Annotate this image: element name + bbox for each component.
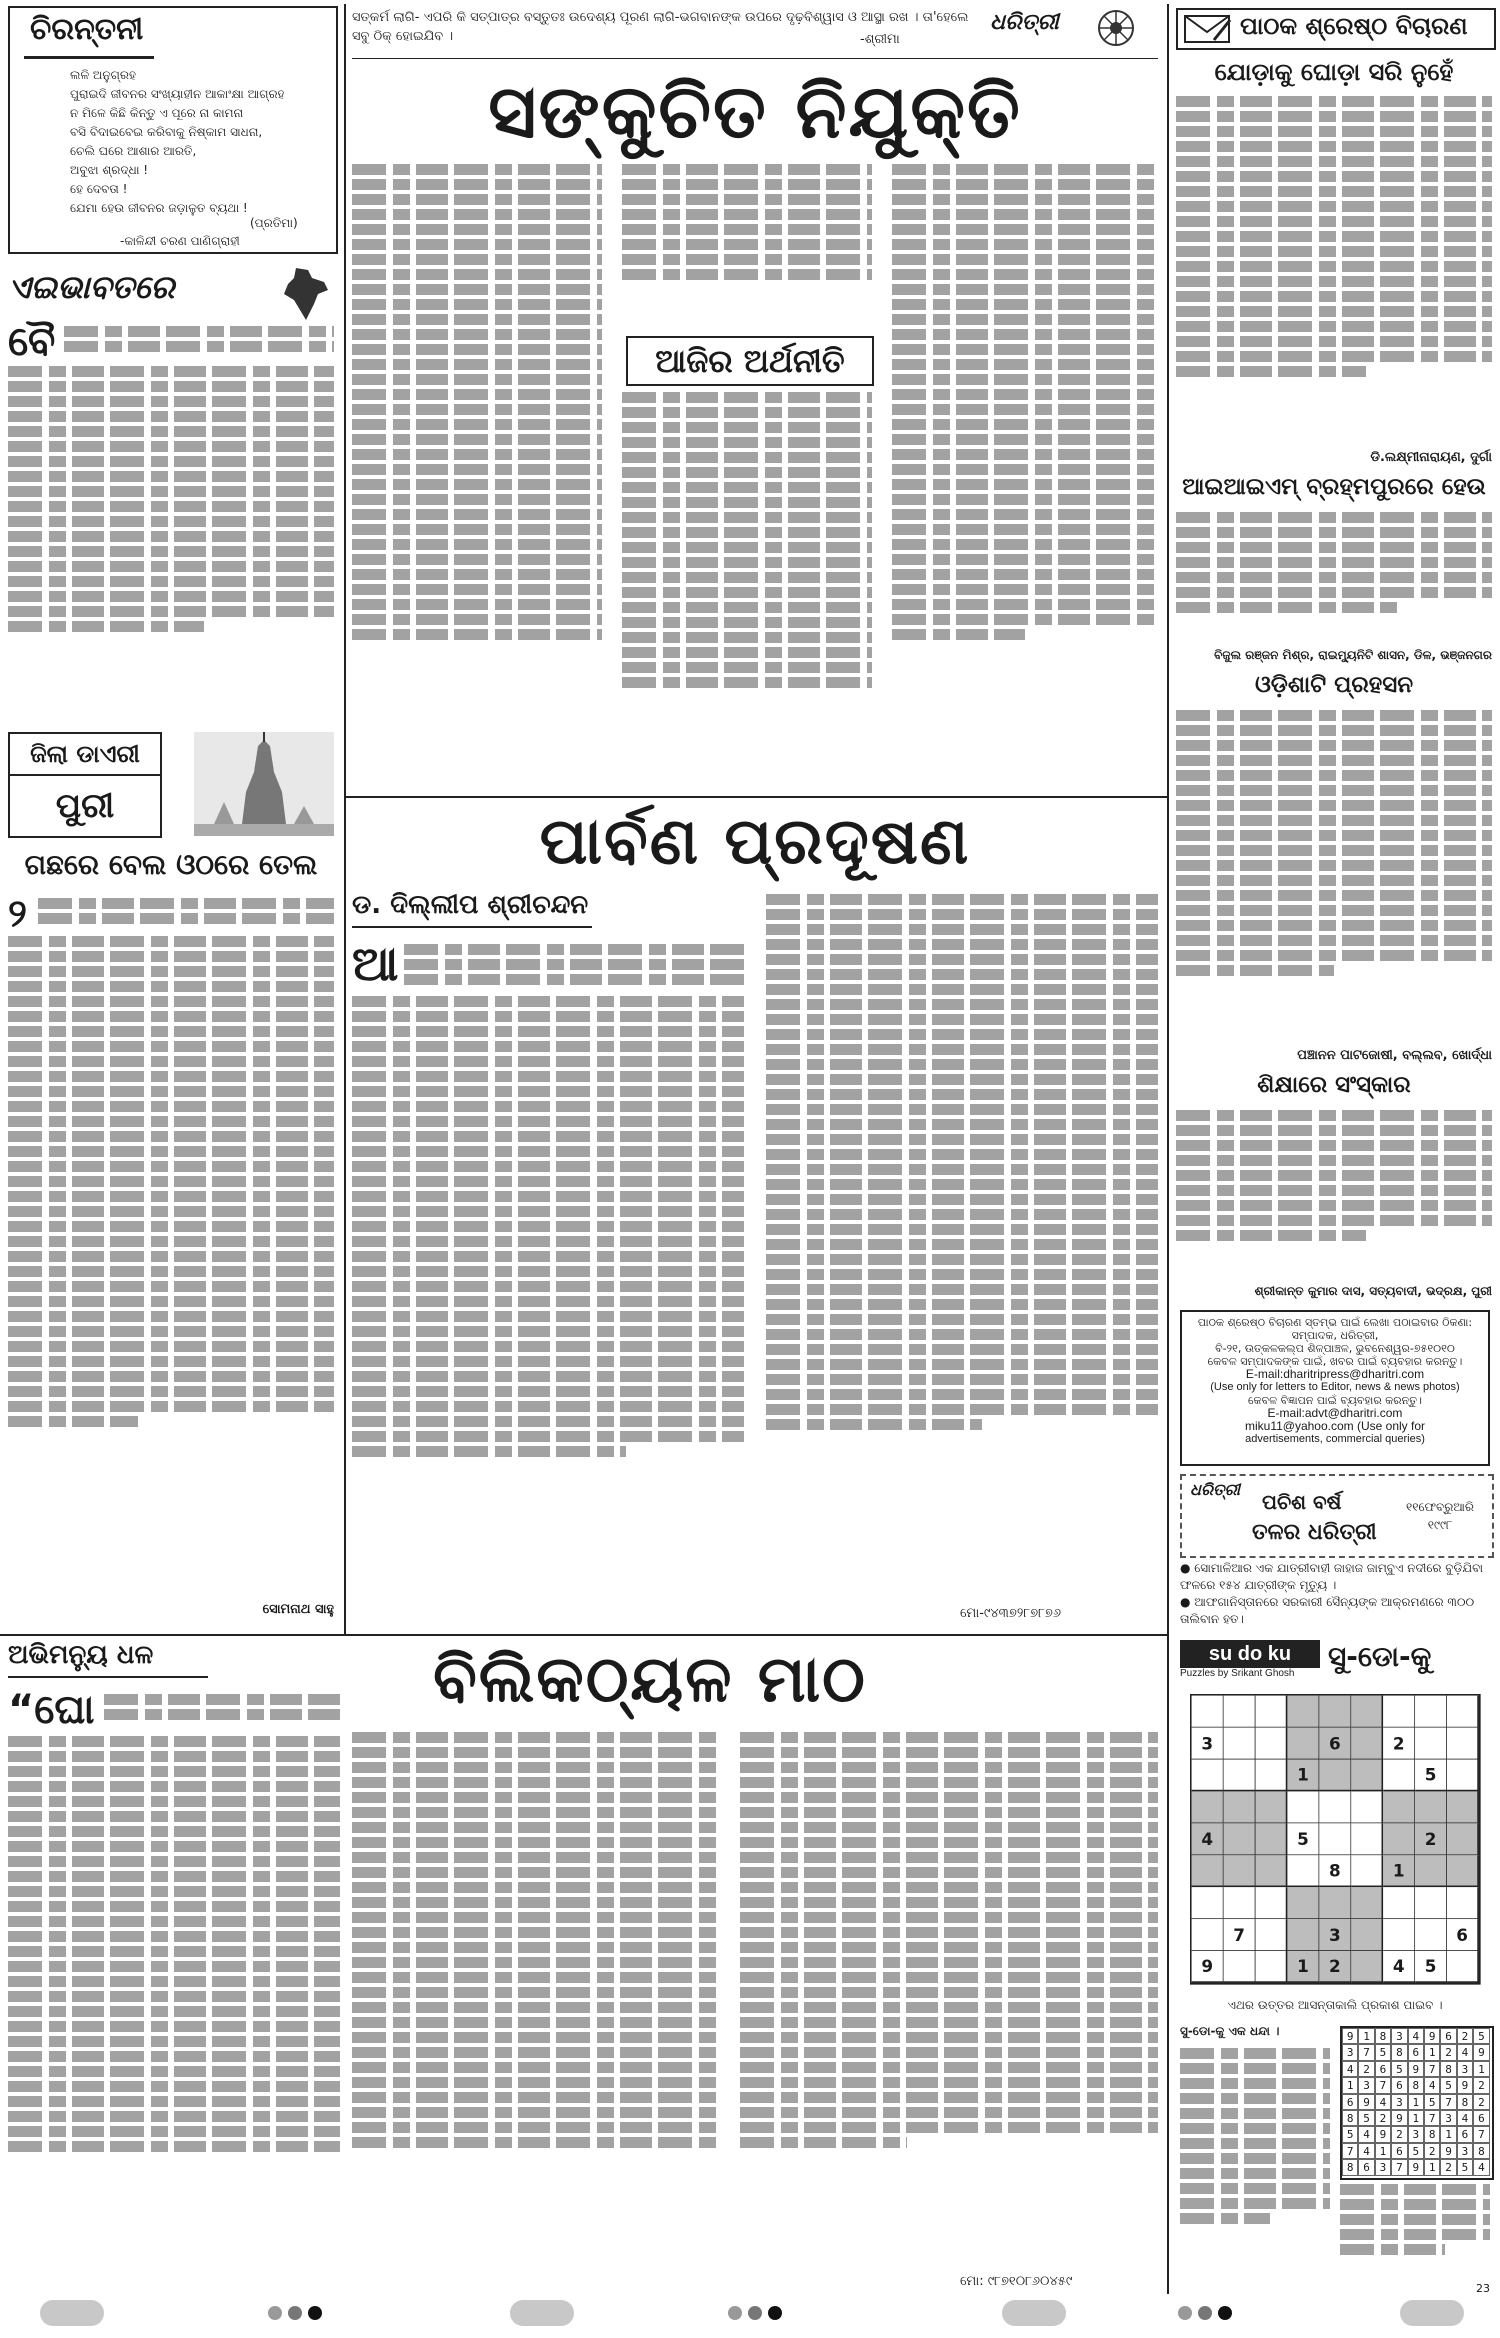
contact-line: ବି-୨୧, ଉତ୍କଳକଲ୍ପ ଶିଳ୍ପାଞ୍ଚଳ, ଭୁବନେଶ୍ୱର-୭୫୧୦୧୦ bbox=[1215, 1342, 1455, 1355]
sudoku-cell[interactable] bbox=[1287, 1919, 1319, 1951]
solution-cell: 7 bbox=[1342, 2143, 1358, 2159]
sudoku-cell[interactable]: 4 bbox=[1192, 1823, 1224, 1855]
solution-cell: 5 bbox=[1391, 2061, 1407, 2077]
letter-title: ଓଡ଼ିଶାଟି ପ୍ରହସନ bbox=[1254, 672, 1414, 698]
sudoku-cell[interactable] bbox=[1256, 1696, 1288, 1728]
anniversary-box bbox=[1180, 1474, 1494, 1558]
article-text bbox=[352, 160, 602, 790]
solution-cell: 1 bbox=[1473, 2061, 1489, 2077]
article-text bbox=[622, 388, 872, 788]
solution-cell: 2 bbox=[1440, 2044, 1456, 2060]
solution-cell: 4 bbox=[1358, 2126, 1374, 2142]
sudoku-credit: Puzzles by Srikant Ghosh bbox=[1180, 1668, 1295, 1679]
bottom-byline: ଅଭିମନ୍ୟୁ ଧଳ bbox=[8, 1640, 154, 1670]
india-map-icon bbox=[278, 266, 330, 322]
letter-signature: ପଞ୍ଚାନନ ପାଟଜୋଷୀ, ବଲ୍ଲବ, ଖୋର୍ଦ୍ଧା bbox=[1297, 1048, 1492, 1063]
sudoku-cell[interactable] bbox=[1192, 1696, 1224, 1728]
solution-cell: 9 bbox=[1440, 2143, 1456, 2159]
sudoku-cell[interactable] bbox=[1319, 1823, 1351, 1855]
sudoku-cell[interactable] bbox=[1447, 1887, 1479, 1919]
sudoku-cell[interactable] bbox=[1319, 1696, 1351, 1728]
quote-author: -ଶ୍ରୀମା bbox=[860, 32, 900, 47]
solution-cell: 2 bbox=[1473, 2094, 1489, 2110]
solution-cell: 4 bbox=[1457, 2044, 1473, 2060]
solution-cell: 6 bbox=[1391, 2143, 1407, 2159]
solution-cell: 9 bbox=[1473, 2044, 1489, 2060]
emblem-icon bbox=[1096, 8, 1136, 48]
sudoku-cell[interactable] bbox=[1383, 1696, 1415, 1728]
solution-cell: 2 bbox=[1424, 2143, 1440, 2159]
sudoku-cell[interactable] bbox=[1383, 1791, 1415, 1823]
sudoku-cell[interactable] bbox=[1383, 1823, 1415, 1855]
sudoku-caption: ଏଥର ଉତ୍ତର ଆସନ୍ତାକାଲି ପ୍ରକାଶ ପାଇବ । bbox=[1227, 1998, 1443, 2012]
zilla-diary-article bbox=[8, 891, 334, 1594]
article-text bbox=[352, 992, 744, 1602]
ajibhabatare-title: ଏଇଭାବତରେ bbox=[8, 268, 175, 306]
sudoku-cell[interactable] bbox=[1256, 1760, 1288, 1792]
sudoku-cell[interactable] bbox=[1351, 1823, 1383, 1855]
sudoku-cell[interactable] bbox=[1351, 1760, 1383, 1792]
contact-note: (Use only for letters to Editor, news & news photos) bbox=[1210, 1381, 1460, 1393]
letter-text bbox=[1176, 706, 1492, 1046]
solution-cell: 2 bbox=[1391, 2126, 1407, 2142]
bottom-phone: ମୋ: ୯୮୭୧୦୮୬୦୪୫୯ bbox=[960, 2274, 1073, 2289]
solution-cell: 1 bbox=[1408, 2094, 1424, 2110]
sudoku-cell[interactable]: 1 bbox=[1383, 1855, 1415, 1887]
masthead-logo: ଧରିତ୍ରୀ bbox=[990, 10, 1059, 35]
sudoku-cell[interactable] bbox=[1224, 1951, 1256, 1983]
letter-signature: ଡି.ଲକ୍ଷ୍ମୀନାରାୟଣ, ଦୁର୍ଗା bbox=[1370, 450, 1492, 465]
article-text bbox=[64, 322, 334, 362]
registration-mark bbox=[1400, 2300, 1464, 2326]
anniversary-bullet: ● ସୋମାଳିଆର ଏକ ଯାତ୍ରୀବାହୀ ଜାହାଜ ଜାମ୍ବୁଏ ନଦୀରେ ବୁଡ଼ିଯିବା ଫଳରେ ୧୫୪ ଯାତ୍ରୀଙ୍କ ମୃତ୍ୟୁ । bbox=[1180, 1561, 1483, 1592]
letter-text bbox=[1176, 508, 1492, 644]
registration-dot bbox=[308, 2306, 322, 2320]
section-divider bbox=[344, 796, 1167, 798]
page-number: 23 bbox=[1476, 2282, 1490, 2295]
sudoku-cell[interactable] bbox=[1224, 1791, 1256, 1823]
solution-cell: 6 bbox=[1391, 2077, 1407, 2093]
chirantani-box bbox=[8, 6, 338, 254]
sudoku-cell[interactable] bbox=[1256, 1728, 1288, 1760]
solution-cell: 9 bbox=[1391, 2110, 1407, 2126]
sudoku-cell[interactable] bbox=[1319, 1791, 1351, 1823]
article2-phone: ମୋ-୯୪୩୭୨୮୭୮୭୬ bbox=[960, 1606, 1061, 1621]
solution-cell: 8 bbox=[1457, 2094, 1473, 2110]
sudoku-cell[interactable]: 2 bbox=[1383, 1728, 1415, 1760]
dropcap: ବୈ bbox=[8, 319, 56, 365]
envelope-icon bbox=[1184, 14, 1232, 44]
solution-cell: 7 bbox=[1440, 2094, 1456, 2110]
solution-cell: 5 bbox=[1375, 2044, 1391, 2060]
sudoku-cell[interactable]: 2 bbox=[1415, 1823, 1447, 1855]
solution-cell: 5 bbox=[1424, 2094, 1440, 2110]
sudoku-cell[interactable] bbox=[1287, 1696, 1319, 1728]
sudoku-cell[interactable] bbox=[1447, 1951, 1479, 1983]
sudoku-cell[interactable]: 3 bbox=[1192, 1728, 1224, 1760]
anniversary-date: ୧୧ଫେବ୍ରୁଆରି bbox=[1405, 1500, 1475, 1514]
sudoku-cell[interactable] bbox=[1256, 1951, 1288, 1983]
sudoku-cell[interactable] bbox=[1224, 1887, 1256, 1919]
poem-text: ଲଳି ଅନୁଗ୍ରହ ପୁରାଇଦି ଜୀବନର ସଂଖ୍ୟାହୀନ ଆକାଂକ୍ଷା ଆଗ୍ରହ ନ ମିଳେ କିଛି କିନ୍ତୁ ଏ ପୂରେ ନା କାମନା ବସି ବିଦାଇବେଇ କରିବାକୁ ନିଷ୍କାମ ସାଧନା, ଚେଲି ଘରେ ଆଶାର ଆରତି, ଅବୁଝା ଶ୍ରଦ୍ଧା ! ହେ ଦେବତା ! ଯେମା ହେଉ ଜୀବନର ଜଡ଼ାଳୁତ ବ୍ୟଥା ! bbox=[70, 68, 285, 215]
section-label: ଆଜିର ଅର୍ଥନୀତି bbox=[626, 336, 874, 386]
sudoku-instructions bbox=[1340, 2180, 1490, 2274]
sudoku-cell[interactable] bbox=[1224, 1728, 1256, 1760]
article-text bbox=[622, 160, 872, 330]
sudoku-cell[interactable] bbox=[1415, 1728, 1447, 1760]
solution-cell: 8 bbox=[1342, 2110, 1358, 2126]
contact-line: ସମ୍ପାଦକ, ଧରିତ୍ରୀ, bbox=[1291, 1329, 1379, 1342]
solution-cell: 5 bbox=[1408, 2143, 1424, 2159]
sudoku-cell[interactable] bbox=[1319, 1760, 1351, 1792]
solution-cell: 1 bbox=[1408, 2110, 1424, 2126]
sudoku-cell[interactable]: 5 bbox=[1287, 1823, 1319, 1855]
sudoku-cell[interactable] bbox=[1415, 1887, 1447, 1919]
sudoku-cell[interactable]: 8 bbox=[1319, 1855, 1351, 1887]
solution-cell: 8 bbox=[1440, 2061, 1456, 2077]
solution-cell: 4 bbox=[1342, 2061, 1358, 2077]
article-text bbox=[8, 362, 334, 722]
letter-text bbox=[1176, 1106, 1492, 1284]
sudoku-cell[interactable] bbox=[1415, 1696, 1447, 1728]
registration-mark bbox=[40, 2300, 104, 2326]
sudoku-cell[interactable]: 6 bbox=[1319, 1728, 1351, 1760]
sudoku-cell[interactable]: 9 bbox=[1192, 1951, 1224, 1983]
article2-byline: ଡ. ଦିଲ୍ଲୀପ ଶ୍ରୀଚନ୍ଦନ bbox=[352, 890, 589, 920]
solution-cell: 3 bbox=[1457, 2143, 1473, 2159]
letter-signature: ବିଜୁଲ ରଞ୍ଜନ ମିଶ୍ର, ରାଇମ୍ୟୁନିଟି ଶାସନ, ଡିଳ, ଭଞ୍ଜନଗର bbox=[1214, 648, 1492, 662]
sudoku-cell[interactable] bbox=[1447, 1728, 1479, 1760]
sudoku-cell[interactable] bbox=[1383, 1919, 1415, 1951]
poem-source: (ପ୍ରତିମା) bbox=[250, 216, 298, 230]
sudoku-cell[interactable] bbox=[1287, 1855, 1319, 1887]
solution-cell: 6 bbox=[1473, 2110, 1489, 2126]
sudoku-cell[interactable] bbox=[1192, 1919, 1224, 1951]
article-text bbox=[38, 894, 334, 932]
sudoku-cell[interactable] bbox=[1256, 1887, 1288, 1919]
article1-headline: ସଙ୍କୁଚିତ ନିଯୁକ୍ତି bbox=[488, 69, 1022, 155]
byline-rule bbox=[8, 1676, 208, 1678]
solution-cell: 9 bbox=[1342, 2028, 1358, 2044]
solution-cell: 1 bbox=[1424, 2044, 1440, 2060]
sudoku-cell[interactable] bbox=[1287, 1728, 1319, 1760]
masthead-rule bbox=[352, 58, 1158, 59]
solution-cell: 9 bbox=[1457, 2077, 1473, 2093]
registration-dot bbox=[288, 2306, 302, 2320]
contact-email[interactable]: E-mail:advt@dharitri.com bbox=[1267, 1406, 1403, 1420]
sudoku-cell[interactable] bbox=[1287, 1791, 1319, 1823]
sudoku-cell[interactable] bbox=[1256, 1919, 1288, 1951]
sudoku-instructions bbox=[1180, 2044, 1330, 2274]
registration-dot bbox=[768, 2306, 782, 2320]
zilla-diary-headline: ଗଛରେ ବେଲ ଓଠରେ ତେଲ bbox=[24, 848, 318, 881]
sudoku-cell[interactable] bbox=[1256, 1855, 1288, 1887]
solution-cell: 5 bbox=[1457, 2159, 1473, 2175]
sudoku-cell[interactable] bbox=[1415, 1855, 1447, 1887]
sudoku-instructions-title: ସୁ-ଡୋ-କୁ ଏକ ଧନ୍ଦା । bbox=[1180, 2024, 1280, 2038]
chirantani-title: ଚିରନ୍ତନୀ bbox=[30, 12, 144, 47]
sudoku-cell[interactable]: 1 bbox=[1287, 1760, 1319, 1792]
contact-email[interactable]: E-mail:dharitripress@dharitri.com bbox=[1245, 1367, 1425, 1381]
solution-cell: 6 bbox=[1375, 2061, 1391, 2077]
solution-cell: 7 bbox=[1391, 2159, 1407, 2175]
sudoku-cell[interactable] bbox=[1351, 1855, 1383, 1887]
solution-cell: 1 bbox=[1342, 2077, 1358, 2093]
contact-email[interactable]: miku11@yahoo.com (Use only for bbox=[1244, 1419, 1426, 1433]
solution-cell: 9 bbox=[1358, 2094, 1374, 2110]
solution-cell: 6 bbox=[1408, 2044, 1424, 2060]
solution-cell: 4 bbox=[1424, 2077, 1440, 2093]
bullet-text: ସୋମାଳିଆର ଏକ ଯାତ୍ରୀବାହୀ ଜାହାଜ ଜାମ୍ବୁଏ ନଦୀରେ ବୁଡ଼ିଯିବା ଫଳରେ ୧୫୪ ଯାତ୍ରୀଙ୍କ ମୃତ୍ୟୁ । bbox=[1180, 1561, 1483, 1592]
letter-title: ଯୋଡ଼ାକୁ ଘୋଡ଼ା ସରି ନୁହେଁ bbox=[1214, 58, 1454, 86]
solution-cell: 4 bbox=[1408, 2028, 1424, 2044]
solution-cell: 1 bbox=[1375, 2143, 1391, 2159]
article-text bbox=[104, 1690, 340, 1730]
solution-cell: 5 bbox=[1440, 2077, 1456, 2093]
solution-cell: 7 bbox=[1473, 2126, 1489, 2142]
sudoku-title-en: su do ku bbox=[1180, 1640, 1320, 1668]
solution-cell: 6 bbox=[1440, 2028, 1456, 2044]
registration-dot bbox=[748, 2306, 762, 2320]
solution-cell: 3 bbox=[1408, 2126, 1424, 2142]
sudoku-cell[interactable] bbox=[1224, 1760, 1256, 1792]
sudoku-cell[interactable]: 5 bbox=[1415, 1951, 1447, 1983]
sudoku-cell[interactable] bbox=[1415, 1791, 1447, 1823]
dropcap: ଆ bbox=[352, 936, 399, 992]
contact-line: କେବଳ ବିଜ୍ଞାପନ ପାଇଁ ବ୍ୟବହାର କରନ୍ତୁ। bbox=[1247, 1394, 1422, 1407]
solution-cell: 4 bbox=[1358, 2143, 1374, 2159]
jagannath-temple-icon bbox=[194, 732, 334, 836]
sudoku-cell[interactable]: 7 bbox=[1224, 1919, 1256, 1951]
sudoku-cell[interactable] bbox=[1351, 1696, 1383, 1728]
solution-cell: 8 bbox=[1424, 2126, 1440, 2142]
zilla-diary-author: ସୋମନାଥ ସାହୁ bbox=[262, 1602, 334, 1617]
solution-cell: 9 bbox=[1375, 2126, 1391, 2142]
solution-cell: 1 bbox=[1440, 2126, 1456, 2142]
sudoku-cell[interactable] bbox=[1447, 1823, 1479, 1855]
sudoku-cell[interactable] bbox=[1192, 1887, 1224, 1919]
sudoku-cell[interactable] bbox=[1224, 1823, 1256, 1855]
sudoku-cell[interactable] bbox=[1447, 1760, 1479, 1792]
article-text bbox=[740, 1728, 1158, 2272]
anniversary-year: ୧୯୯୮ bbox=[1427, 1518, 1453, 1532]
solution-cell: 1 bbox=[1424, 2159, 1440, 2175]
sudoku-cell[interactable] bbox=[1224, 1696, 1256, 1728]
solution-cell: 3 bbox=[1342, 2044, 1358, 2060]
sudoku-cell[interactable] bbox=[1447, 1791, 1479, 1823]
sudoku-cell[interactable]: 1 bbox=[1287, 1951, 1319, 1983]
sudoku-cell[interactable] bbox=[1224, 1855, 1256, 1887]
article-text bbox=[892, 160, 1158, 790]
letter-text bbox=[1176, 92, 1492, 448]
bottom-headline: ବିଲିକଠ୍ୟଳ ମାଠ bbox=[433, 1643, 867, 1717]
letter-title: ଶିକ୍ଷାରେ ସଂସ୍କାର bbox=[1257, 1072, 1411, 1098]
solution-cell: 5 bbox=[1358, 2110, 1374, 2126]
sudoku-cell[interactable] bbox=[1192, 1855, 1224, 1887]
sudoku-cell[interactable]: 2 bbox=[1319, 1951, 1351, 1983]
sudoku-cell[interactable]: 5 bbox=[1415, 1760, 1447, 1792]
sudoku-grid[interactable] bbox=[1190, 1694, 1481, 1985]
sudoku-cell[interactable] bbox=[1351, 1919, 1383, 1951]
solution-cell: 3 bbox=[1391, 2094, 1407, 2110]
solution-cell: 6 bbox=[1342, 2094, 1358, 2110]
sudoku-cell[interactable] bbox=[1383, 1760, 1415, 1792]
solution-cell: 5 bbox=[1342, 2126, 1358, 2142]
article-text bbox=[766, 890, 1158, 1602]
solution-cell: 1 bbox=[1358, 2028, 1374, 2044]
contact-line: ପାଠକ ଶ୍ରେଷ୍ଠ ବିଚାରଣ ସ୍ତମ୍ଭ ପାଇଁ ଲେଖା ପଠାଇବାର ଠିକଣା: bbox=[1197, 1316, 1473, 1329]
sudoku-cell[interactable]: 3 bbox=[1319, 1919, 1351, 1951]
solution-cell: 5 bbox=[1473, 2028, 1489, 2044]
sudoku-cell[interactable] bbox=[1319, 1887, 1351, 1919]
solution-cell: 2 bbox=[1473, 2077, 1489, 2093]
sudoku-cell[interactable] bbox=[1351, 1951, 1383, 1983]
solution-cell: 2 bbox=[1375, 2110, 1391, 2126]
solution-cell: 2 bbox=[1358, 2061, 1374, 2077]
solution-cell: 4 bbox=[1375, 2094, 1391, 2110]
solution-cell: 3 bbox=[1391, 2028, 1407, 2044]
title-underline bbox=[24, 56, 154, 59]
solution-cell: 9 bbox=[1408, 2159, 1424, 2175]
solution-cell: 7 bbox=[1358, 2044, 1374, 2060]
solution-cell: 7 bbox=[1375, 2077, 1391, 2093]
solution-cell: 4 bbox=[1473, 2159, 1489, 2175]
sudoku-cell[interactable] bbox=[1351, 1887, 1383, 1919]
solution-cell: 8 bbox=[1391, 2044, 1407, 2060]
ajibhabatare-article bbox=[8, 319, 334, 722]
solution-cell: 7 bbox=[1424, 2061, 1440, 2077]
anniversary-bullets bbox=[1180, 1560, 1490, 1628]
registration-dot bbox=[728, 2306, 742, 2320]
sudoku-cell[interactable] bbox=[1351, 1791, 1383, 1823]
article-text bbox=[8, 932, 334, 1572]
byline-rule bbox=[352, 926, 592, 928]
previous-solution-grid bbox=[1340, 2026, 1494, 2180]
registration-dot bbox=[1218, 2306, 1232, 2320]
solution-cell: 6 bbox=[1358, 2159, 1374, 2175]
solution-cell: 3 bbox=[1457, 2061, 1473, 2077]
sudoku-cell[interactable] bbox=[1192, 1791, 1224, 1823]
article2-headline: ପାର୍ବଣ ପ୍ରଦୂଷଣ bbox=[539, 805, 971, 879]
ajibhabatare-header bbox=[8, 262, 334, 322]
column-divider bbox=[344, 4, 346, 1634]
sudoku-cell[interactable]: 6 bbox=[1447, 1919, 1479, 1951]
registration-dot bbox=[1178, 2306, 1192, 2320]
solution-cell: 8 bbox=[1473, 2143, 1489, 2159]
reader-section-title: ପାଠକ ଶ୍ରେଷ୍ଠ ବିଚାରଣ bbox=[1240, 12, 1468, 40]
sudoku-cell[interactable] bbox=[1447, 1696, 1479, 1728]
section-divider bbox=[0, 1634, 1167, 1636]
anniversary-bullet: ● ଆଫଗାନିସ୍ତାନରେ ସରକାରୀ ସୈନ୍ୟଙ୍କ ଆକ୍ରମଣରେ ୩୦୦ ତାଲିବାନ ହତ। bbox=[1180, 1595, 1475, 1626]
sudoku-cell[interactable] bbox=[1447, 1855, 1479, 1887]
anniversary-line2: ତଳର ଧରିତ୍ରୀ bbox=[1252, 1520, 1377, 1545]
bullet-text: ଆଫଗାନିସ୍ତାନରେ ସରକାରୀ ସୈନ୍ୟଙ୍କ ଆକ୍ରମଣରେ ୩୦୦ ତାଲିବାନ ହତ। bbox=[1180, 1595, 1475, 1626]
registration-mark bbox=[1002, 2300, 1066, 2326]
registration-mark bbox=[510, 2300, 574, 2326]
solution-cell: 7 bbox=[1424, 2110, 1440, 2126]
poem-author: -କାଳିନ୍ଦୀ ଚରଣ ପାଣିଗ୍ରାହୀ bbox=[120, 234, 240, 248]
solution-cell: 4 bbox=[1457, 2110, 1473, 2126]
solution-cell: 3 bbox=[1375, 2159, 1391, 2175]
article-text bbox=[352, 1728, 722, 2272]
zilla-diary-label: ଜିଲା ଡାଏରୀ bbox=[8, 732, 162, 776]
sudoku-cell[interactable] bbox=[1351, 1728, 1383, 1760]
registration-dot bbox=[1198, 2306, 1212, 2320]
solution-cell: 3 bbox=[1440, 2110, 1456, 2126]
registration-dot bbox=[268, 2306, 282, 2320]
solution-cell: 9 bbox=[1408, 2061, 1424, 2077]
solution-cell: 2 bbox=[1440, 2159, 1456, 2175]
masthead-quote: ସତ୍କର୍ମ ଲାଗି- ଏପରି କି ସତ୍ପାତ୍ର ବସ୍ତୁତଃ ଉଦେଶ୍ୟ ପୂରଣ ଲାଗି-ଭଗବାନଙ୍କ ଉପରେ ଦୃଢ଼ବିଶ୍ୱାସ ଓ ଆସ୍ଥା ରଖ । ତା'ହେଲେ ସବୁ ଠିକ୍ ହୋଇଯିବ । bbox=[352, 10, 969, 44]
sudoku-cell[interactable] bbox=[1383, 1887, 1415, 1919]
sudoku-cell[interactable] bbox=[1287, 1887, 1319, 1919]
sudoku-cell[interactable] bbox=[1415, 1919, 1447, 1951]
sudoku-cell[interactable] bbox=[1256, 1791, 1288, 1823]
reader-section-header bbox=[1176, 8, 1496, 50]
dropcap-text: ଘୋ bbox=[34, 1687, 95, 1733]
solution-cell: 6 bbox=[1457, 2126, 1473, 2142]
sudoku-cell[interactable] bbox=[1256, 1823, 1288, 1855]
article-text bbox=[8, 1732, 340, 2272]
sudoku-cell[interactable]: 4 bbox=[1383, 1951, 1415, 1983]
column-divider bbox=[1167, 4, 1169, 2294]
sudoku-title-or: ସୁ-ଡୋ-କୁ bbox=[1328, 1640, 1432, 1673]
letter-title: ଆଇଆଇଏମ୍ ବ୍ରହ୍ମପୁରରେ ହେଉ bbox=[1182, 474, 1486, 500]
solution-cell: 8 bbox=[1408, 2077, 1424, 2093]
contact-note: advertisements, commercial queries) bbox=[1245, 1433, 1425, 1445]
contact-line: କେବଳ ସମ୍ପାଦକଙ୍କ ପାଇଁ, ଖବର ପାଇଁ ବ୍ୟବହାର କରନ୍ତୁ। bbox=[1207, 1355, 1463, 1368]
letter-signature: ଶ୍ରୀକାନ୍ତ କୁମାର ଦାସ, ସତ୍ୟବାଦୀ, ଭଦ୍ରକ୍ଷ, ପୁରୀ bbox=[1254, 1284, 1492, 1298]
solution-cell: 2 bbox=[1457, 2028, 1473, 2044]
anniversary-line1: ପଚିଶ ବର୍ଷ bbox=[1262, 1490, 1342, 1514]
solution-cell: 8 bbox=[1342, 2159, 1358, 2175]
sudoku-cell[interactable] bbox=[1192, 1760, 1224, 1792]
sudoku-header bbox=[1180, 1640, 1490, 1684]
district-name: ପୁରୀ bbox=[8, 776, 162, 838]
article-text bbox=[404, 940, 744, 990]
solution-cell: 9 bbox=[1424, 2028, 1440, 2044]
dropcap: “ଘୋ bbox=[8, 1687, 95, 1733]
contact-box bbox=[1180, 1310, 1490, 1466]
solution-cell: 8 bbox=[1375, 2028, 1391, 2044]
dropcap: ୨ bbox=[8, 891, 27, 935]
anniversary-logo: ଧରିତ୍ରୀ bbox=[1190, 1480, 1240, 1499]
solution-cell: 3 bbox=[1358, 2077, 1374, 2093]
